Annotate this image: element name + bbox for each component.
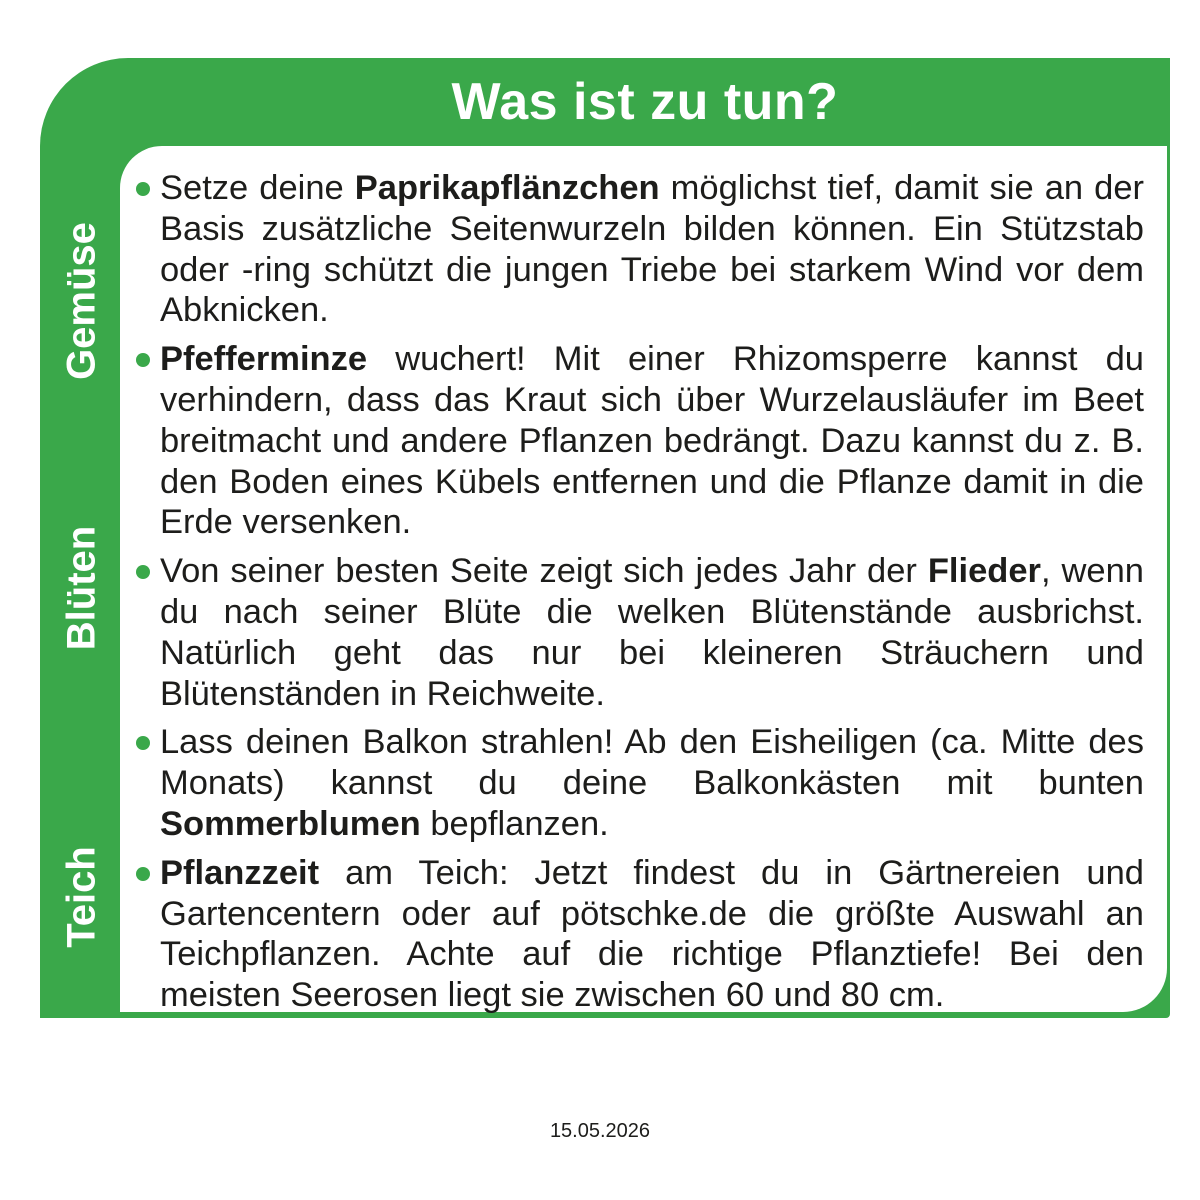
bullet-icon [136,565,150,579]
item-keyword: Pflanzzeit [160,853,320,892]
bullet-icon [136,736,150,750]
list-item [132,722,1144,844]
item-text: Von seiner besten Seite zeigt sich jedes Jahr der [160,552,928,591]
item-keyword: Flieder [927,552,1041,591]
tips-list [132,168,1144,1024]
list-item [132,339,1144,543]
item-text: möglichst tief, damit sie an der Basis zusätzliche Seitenwurzeln bilden können. Ein Stützstab oder -ring schützt die jungen Triebe bei starkem Wind vor dem Abknicken. [160,169,1144,330]
bullet-icon [136,353,150,367]
item-text: , wenn du nach seiner Blüte die welken Blütenstände ausbrichst. Natürlich geht das nur bei kleineren Sträuchern und Blütenständen in Reichweite. [160,552,1144,713]
item-text: wuchert! Mit einer Rhizomsperre kannst du verhindern, dass das Kraut sich über Wurzelausläufer im Beet breitmacht und andere Pflanzen bedrängt. Dazu kannst du z. B. den Boden eines Kübels entfernen und die Pflanze damit in die Erde versenken. [160,340,1144,542]
item-text: Lass deinen Balkon strahlen! Ab den Eisheiligen (ca. Mitte des Monats) kannst du deine Balkonkästen mit bunten [160,723,1144,803]
item-keyword: Sommerblumen [160,804,421,843]
date-stamp: 15.05.2026 [549,1120,651,1142]
side-label-gemuese: Gemüse [59,222,104,380]
side-label-blueten: Blüten [59,525,104,651]
side-label-teich: Teich [59,846,104,948]
list-item [132,853,1144,1016]
item-keyword: Paprikapflänzchen [354,169,660,207]
item-text: bepflanzen. [420,804,609,843]
list-item [132,168,1144,331]
list-item [132,551,1144,714]
item-keyword: Pfefferminze [160,340,368,379]
item-text: Setze deine [160,169,355,207]
bullet-icon [136,867,150,881]
bullet-icon [136,182,150,196]
card-title: Was ist zu tun? [451,73,839,131]
item-text: am Teich: Jetzt findest du in Gärtnereien und Gartencentern oder auf pötschke.de die größte Auswahl an Teichpflanzen. Achte auf die richtige Pflanztiefe! Bei den meisten Seerosen liegt sie zwischen 60 und 80 cm. [160,853,1144,1015]
